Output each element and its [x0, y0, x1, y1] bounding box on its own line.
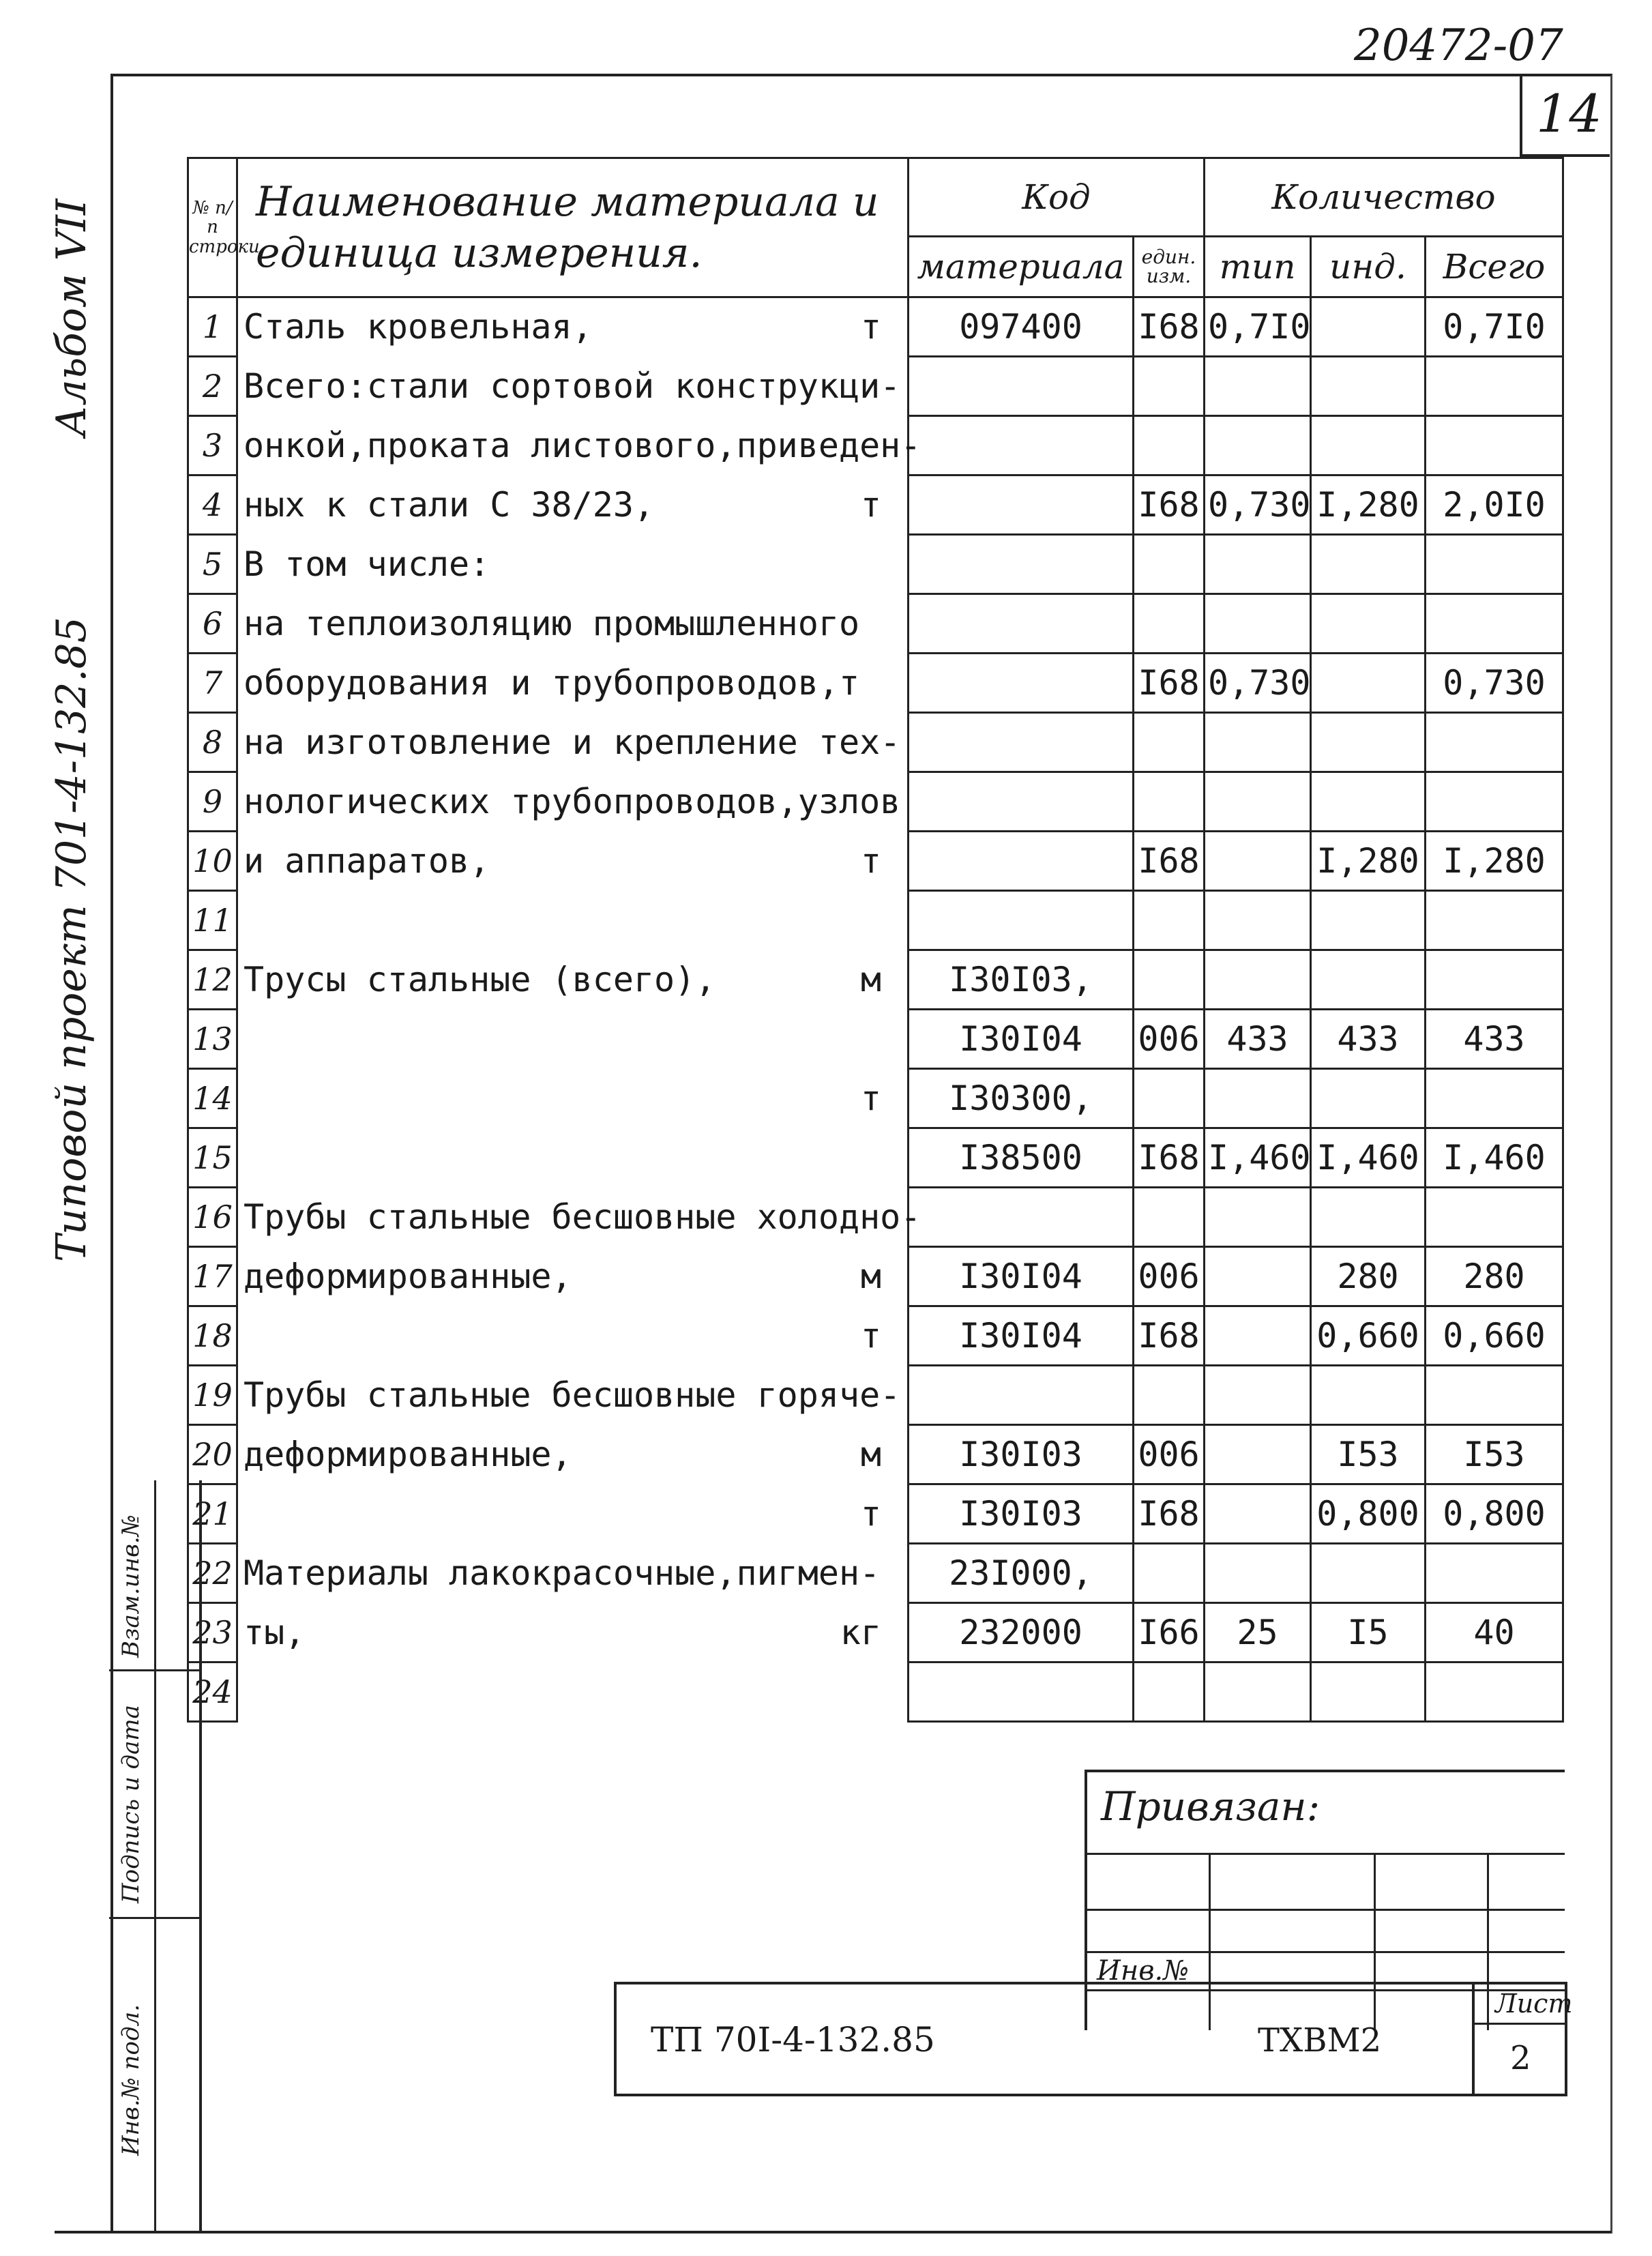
qty-total: [1426, 891, 1563, 950]
material-code: [909, 594, 1134, 654]
qty-type: [1205, 1544, 1311, 1603]
material-code: I30I03: [909, 1484, 1134, 1544]
qty-total: 433: [1426, 1010, 1563, 1069]
qty-total: [1426, 713, 1563, 772]
material-name-cell: [237, 1128, 909, 1188]
unit-code: I68: [1134, 297, 1205, 357]
qty-total: 2,0I0: [1426, 475, 1563, 535]
material-name: ты,: [244, 1613, 306, 1652]
unit-code: I68: [1134, 654, 1205, 713]
table-row: [188, 1188, 1563, 1247]
material-name-cell: [237, 594, 909, 654]
table-row: [188, 594, 1563, 654]
material-unit: т: [860, 841, 881, 881]
qty-ind: [1311, 594, 1426, 654]
material-code: I38500: [909, 1128, 1134, 1188]
qty-ind: [1311, 1188, 1426, 1247]
header-qty-type: тип: [1205, 237, 1311, 297]
unit-code: [1134, 357, 1205, 416]
qty-ind: [1311, 1069, 1426, 1128]
qty-total: [1426, 772, 1563, 832]
inv-label: Инв.№: [1097, 1955, 1190, 1987]
material-name-cell: [237, 1306, 909, 1366]
qty-type: [1205, 772, 1311, 832]
table-row: [188, 1128, 1563, 1188]
qty-type: 0,730: [1205, 475, 1311, 535]
qty-total: 0,800: [1426, 1484, 1563, 1544]
row-number: 7: [188, 654, 237, 713]
material-name-cell: [237, 1366, 909, 1425]
qty-type: [1205, 950, 1311, 1010]
unit-code: [1134, 594, 1205, 654]
material-name-cell: [237, 475, 909, 535]
row-number: 16: [188, 1188, 237, 1247]
table-row: [188, 297, 1563, 357]
unit-code: [1134, 950, 1205, 1010]
material-code: [909, 475, 1134, 535]
stamp-row-line: [1087, 1951, 1565, 1953]
qty-ind: 433: [1311, 1010, 1426, 1069]
table-row: [188, 535, 1563, 594]
row-number: 8: [188, 713, 237, 772]
qty-ind: [1311, 297, 1426, 357]
unit-code: [1134, 1069, 1205, 1128]
table-row: [188, 713, 1563, 772]
material-name: Трубы стальные бесшовные горяче-: [244, 1375, 901, 1415]
qty-type: 0,730: [1205, 654, 1311, 713]
qty-total: [1426, 1662, 1563, 1722]
qty-total: 0,7I0: [1426, 297, 1563, 357]
material-code: [909, 1188, 1134, 1247]
qty-type: I,460: [1205, 1128, 1311, 1188]
qty-type: [1205, 1188, 1311, 1247]
material-name-cell: [237, 1544, 909, 1603]
qty-ind: I,460: [1311, 1128, 1426, 1188]
material-name: онкой,проката листового,приведен-: [244, 426, 921, 465]
bound-label: Привязан:: [1101, 1783, 1321, 1830]
row-number: 12: [188, 950, 237, 1010]
qty-ind: [1311, 891, 1426, 950]
material-name-cell: [237, 416, 921, 475]
table-row: [188, 1425, 1563, 1484]
qty-total: [1426, 416, 1563, 475]
header-qty-total: Всего: [1426, 237, 1563, 297]
material-code: I30I04: [909, 1247, 1134, 1306]
qty-ind: [1311, 1366, 1426, 1425]
qty-type: [1205, 891, 1311, 950]
qty-type: [1205, 416, 1311, 475]
material-name: и аппаратов,: [244, 841, 490, 881]
table-row: [188, 950, 1563, 1010]
material-name: оборудования и трубопроводов,т: [244, 663, 860, 703]
sheet-number-box: [1520, 74, 1610, 157]
unit-code: I68: [1134, 1128, 1205, 1188]
qty-type: 25: [1205, 1603, 1311, 1662]
material-name: Всего:стали сортовой конструкци-: [244, 366, 901, 406]
qty-total: [1426, 357, 1563, 416]
sheet-divider: [1475, 2023, 1567, 2025]
table-row: [188, 1069, 1563, 1128]
row-number: 9: [188, 772, 237, 832]
material-name: Материалы лакокрасочные,пигмен-: [244, 1553, 881, 1593]
doc-mark: ТХВМ2: [1258, 2021, 1382, 2060]
row-number: 3: [188, 416, 237, 475]
qty-total: [1426, 1544, 1563, 1603]
material-name-cell: [237, 357, 909, 416]
material-name-cell: [237, 1603, 909, 1662]
table-row: [188, 832, 1563, 891]
row-number: 6: [188, 594, 237, 654]
qty-ind: [1311, 713, 1426, 772]
signature-date-label: Подпись и дата: [117, 1705, 145, 1903]
table-row: [188, 475, 1563, 535]
qty-total: I,280: [1426, 832, 1563, 891]
material-name-cell: [237, 1010, 909, 1069]
unit-code: I68: [1134, 1306, 1205, 1366]
header-qty-ind: инд.: [1311, 237, 1426, 297]
material-unit: м: [860, 1435, 881, 1474]
row-number: 14: [188, 1069, 237, 1128]
material-code: [909, 357, 1134, 416]
material-name-cell: [237, 1069, 909, 1128]
row-number: 15: [188, 1128, 237, 1188]
qty-type: [1205, 1247, 1311, 1306]
material-name-cell: [237, 713, 909, 772]
material-name-cell: [237, 1247, 909, 1306]
material-name: Трубы стальные бесшовные холодно-: [244, 1197, 921, 1237]
page-bottom-line: [55, 2231, 1611, 2233]
unit-code: [1134, 416, 1205, 475]
qty-total: 40: [1426, 1603, 1563, 1662]
row-number: 4: [188, 475, 237, 535]
table-row: [188, 1544, 1563, 1603]
qty-type: [1205, 357, 1311, 416]
qty-total: I,460: [1426, 1128, 1563, 1188]
material-code: [909, 416, 1134, 475]
qty-total: 0,660: [1426, 1306, 1563, 1366]
row-number: 13: [188, 1010, 237, 1069]
qty-type: 0,7I0: [1205, 297, 1311, 357]
sheet-no: 2: [1510, 2039, 1531, 2077]
unit-code: I66: [1134, 1603, 1205, 1662]
material-name: В том числе:: [244, 544, 490, 584]
header-code-material: материала: [909, 237, 1134, 297]
qty-ind: I5: [1311, 1603, 1426, 1662]
row-number: 22: [188, 1544, 237, 1603]
material-code: [909, 891, 1134, 950]
sheet-number-topright: 14: [1536, 83, 1602, 144]
row-number: 18: [188, 1306, 237, 1366]
qty-ind: [1311, 416, 1426, 475]
row-number: 1: [188, 297, 237, 357]
table-row: [188, 1484, 1563, 1544]
row-number: 5: [188, 535, 237, 594]
qty-ind: 280: [1311, 1247, 1426, 1306]
table-row: [188, 1247, 1563, 1306]
material-name-cell: [237, 654, 909, 713]
qty-type: [1205, 1484, 1311, 1544]
unit-code: [1134, 535, 1205, 594]
row-number: 24: [188, 1662, 237, 1722]
unit-code: [1134, 1544, 1205, 1603]
material-code: I30300,: [909, 1069, 1134, 1128]
material-code: I30I03,: [909, 950, 1134, 1010]
strip-vertical-divider: [154, 1480, 156, 2231]
material-unit: т: [860, 485, 881, 525]
qty-ind: [1311, 535, 1426, 594]
qty-type: [1205, 1425, 1311, 1484]
material-code: [909, 832, 1134, 891]
material-name: деформированные,: [244, 1435, 572, 1474]
unit-code: I68: [1134, 1484, 1205, 1544]
material-name: на теплоизоляцию промышленного: [244, 604, 860, 643]
inv-original-label: Инв.№ подл.: [117, 2004, 145, 2156]
row-number: 20: [188, 1425, 237, 1484]
stamp-row-line: [1087, 1909, 1565, 1911]
qty-type: [1205, 713, 1311, 772]
table-row: [188, 1010, 1563, 1069]
unit-code: I68: [1134, 832, 1205, 891]
material-name-cell: [237, 1662, 909, 1722]
material-code: [909, 713, 1134, 772]
material-name: Сталь кровельная,: [244, 307, 593, 347]
material-code: I30I04: [909, 1306, 1134, 1366]
qty-ind: I,280: [1311, 475, 1426, 535]
material-unit: т: [860, 1079, 881, 1118]
material-name-cell: [237, 832, 909, 891]
qty-total: [1426, 594, 1563, 654]
qty-total: [1426, 535, 1563, 594]
specification-table: [187, 157, 1564, 1723]
unit-code: 006: [1134, 1010, 1205, 1069]
unit-code: [1134, 1662, 1205, 1722]
qty-total: I53: [1426, 1425, 1563, 1484]
qty-type: [1205, 1662, 1311, 1722]
material-code: [909, 535, 1134, 594]
header-name: Наименование материала и единица измерения.: [237, 158, 909, 297]
qty-type: [1205, 1306, 1311, 1366]
album-label: Альбом VII: [48, 199, 95, 437]
table-row: [188, 891, 1563, 950]
unit-code: [1134, 713, 1205, 772]
qty-type: [1205, 1366, 1311, 1425]
material-unit: т: [860, 1316, 881, 1356]
title-block: [614, 1982, 1573, 2096]
material-code: [909, 654, 1134, 713]
material-name-cell: [237, 772, 909, 832]
table-row: [188, 654, 1563, 713]
sheet-label: Лист: [1495, 1989, 1573, 2019]
project-label: Типовой проект 701-4-132.85: [48, 617, 95, 1262]
doc-code: ТП 70I-4-132.85: [651, 2020, 935, 2060]
material-name-cell: [237, 891, 909, 950]
material-name: деформированные,: [244, 1257, 572, 1296]
qty-ind: [1311, 1544, 1426, 1603]
qty-ind: I,280: [1311, 832, 1426, 891]
material-code: I30I03: [909, 1425, 1134, 1484]
material-unit: м: [860, 1257, 881, 1296]
material-name-cell: [237, 950, 909, 1010]
material-name: Трусы стальные (всего),: [244, 960, 716, 999]
qty-type: [1205, 535, 1311, 594]
unit-code: [1134, 772, 1205, 832]
unit-code: [1134, 891, 1205, 950]
table-row: [188, 772, 1563, 832]
qty-total: [1426, 1366, 1563, 1425]
material-name: нологических трубопроводов,узлов: [244, 782, 901, 821]
header-code-unit: един. изм.: [1134, 237, 1205, 297]
table-row: [188, 1366, 1563, 1425]
header-code: Код: [909, 158, 1205, 237]
material-name: на изготовление и крепление тех-: [244, 722, 901, 762]
row-number: 21: [188, 1484, 237, 1544]
material-name-cell: [237, 1484, 909, 1544]
material-code: I30I04: [909, 1010, 1134, 1069]
material-code: [909, 1366, 1134, 1425]
qty-ind: [1311, 1662, 1426, 1722]
table-row: [188, 1306, 1563, 1366]
row-number: 23: [188, 1603, 237, 1662]
qty-type: 433: [1205, 1010, 1311, 1069]
qty-total: [1426, 950, 1563, 1010]
archive-number: 20472-07: [1354, 20, 1563, 71]
material-unit: кг: [840, 1613, 881, 1652]
material-unit: м: [860, 960, 881, 999]
qty-ind: 0,800: [1311, 1484, 1426, 1544]
material-code: 23I000,: [909, 1544, 1134, 1603]
stamp-row-line: [1087, 1853, 1565, 1855]
qty-total: [1426, 1188, 1563, 1247]
material-code: 232000: [909, 1603, 1134, 1662]
sheet-cell: [1472, 1984, 1573, 2094]
qty-ind: [1311, 772, 1426, 832]
material-name-cell: [237, 535, 909, 594]
row-number: 19: [188, 1366, 237, 1425]
qty-total: 280: [1426, 1247, 1563, 1306]
unit-code: [1134, 1188, 1205, 1247]
replace-inv-label: Взам.инв.№: [117, 1514, 145, 1658]
unit-code: [1134, 1366, 1205, 1425]
material-code: [909, 1662, 1134, 1722]
material-name: ных к стали С 38/23,: [244, 485, 655, 525]
unit-code: 006: [1134, 1247, 1205, 1306]
qty-total: 0,730: [1426, 654, 1563, 713]
header-quantity: Количество: [1205, 158, 1563, 237]
row-number: 11: [188, 891, 237, 950]
qty-ind: [1311, 654, 1426, 713]
qty-ind: [1311, 950, 1426, 1010]
material-unit: т: [860, 307, 881, 347]
qty-type: [1205, 594, 1311, 654]
qty-total: [1426, 1069, 1563, 1128]
qty-type: [1205, 832, 1311, 891]
table-row: [188, 1603, 1563, 1662]
material-unit: т: [860, 1494, 881, 1534]
qty-ind: 0,660: [1311, 1306, 1426, 1366]
qty-type: [1205, 1069, 1311, 1128]
qty-ind: [1311, 357, 1426, 416]
header-row-no: № п/п строки: [188, 158, 237, 297]
row-number: 17: [188, 1247, 237, 1306]
material-name-cell: [237, 1425, 909, 1484]
table-row: [188, 416, 1563, 475]
table-row: [188, 357, 1563, 416]
material-name-cell: [237, 297, 909, 357]
unit-code: I68: [1134, 475, 1205, 535]
left-stamp-strip: [109, 1480, 202, 2231]
material-code: [909, 772, 1134, 832]
material-name-cell: [237, 1188, 921, 1247]
qty-ind: I53: [1311, 1425, 1426, 1484]
row-number: 2: [188, 357, 237, 416]
material-code: 097400: [909, 297, 1134, 357]
table-row: [188, 1662, 1563, 1722]
row-number: 10: [188, 832, 237, 891]
unit-code: 006: [1134, 1425, 1205, 1484]
